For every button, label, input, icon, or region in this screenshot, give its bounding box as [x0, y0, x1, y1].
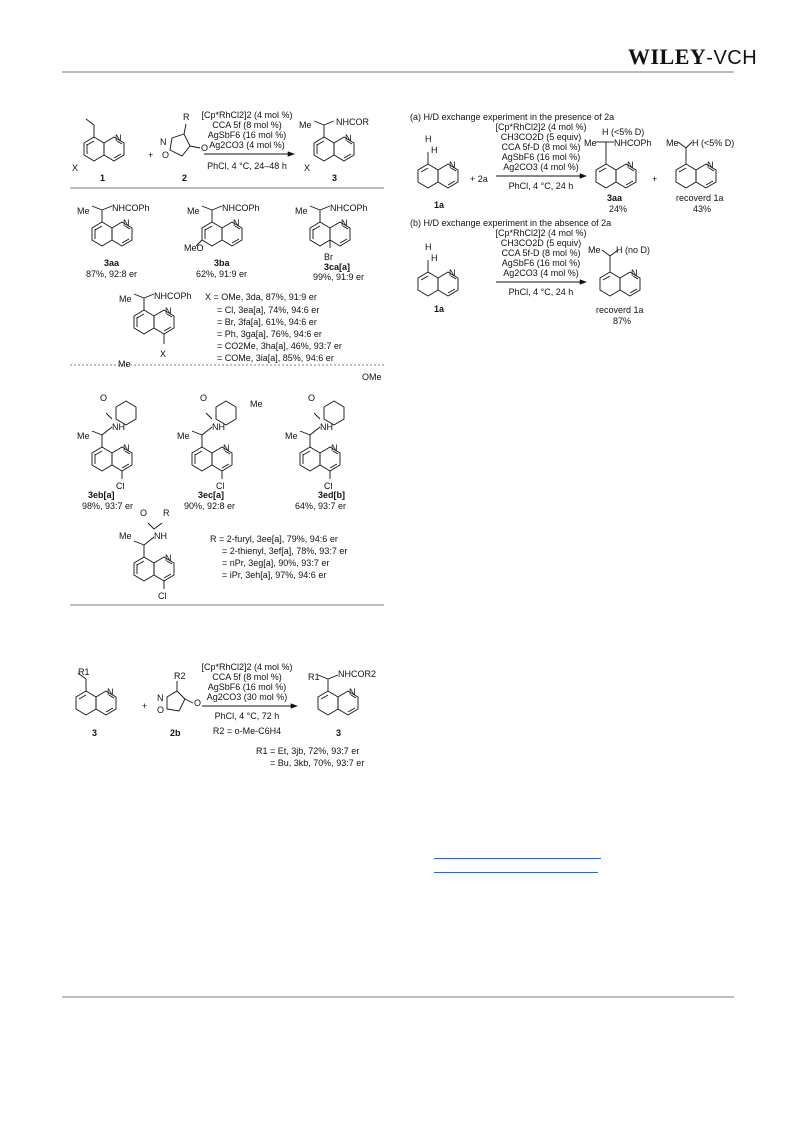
product-label: 3 — [332, 173, 338, 183]
entry-3eb-nh: NH — [112, 422, 125, 432]
svg-text:N: N — [345, 133, 352, 143]
entry-3ca-me: Me — [295, 206, 308, 216]
scheme-hd-exchange — [408, 108, 738, 338]
scheme-r1-variation — [62, 655, 392, 775]
entry-3eb-label: 3eb[a] — [88, 490, 115, 500]
s3-product-group: NHCOR2 — [338, 669, 377, 679]
svg-text:O: O — [162, 150, 170, 160]
s1-cond-1: CCA 5f (8 mol %) — [212, 120, 282, 130]
svg-text:N: N — [341, 218, 348, 228]
hd-b-cond-0: [Cp*RhCl2]2 (4 mol %) — [495, 228, 587, 238]
hd-a-prod2-yield: 43% — [693, 204, 712, 214]
entry-3ed-cl: Cl — [324, 481, 333, 491]
hd-title-b: (b) H/D exchange experiment in the absence of 2a — [410, 218, 612, 228]
entry-3ec-label: 3ec[a] — [198, 490, 225, 500]
r-series-2: = nPr, 3eg[a], 90%, 93:7 er — [222, 558, 330, 568]
entry-3eb-yield: 98%, 93:7 er — [82, 501, 134, 511]
entry-3ca-yield: 99%, 91:9 er — [313, 272, 365, 282]
scheme2-svg — [408, 108, 738, 338]
s3-product-structure — [318, 675, 358, 715]
hd-b-cond-3: AgSbF6 (16 mol %) — [501, 258, 581, 268]
s3-product-r1: R1 — [308, 672, 320, 682]
hd-a-solvent: PhCl, 4 °C, 24 h — [508, 181, 574, 191]
entry-3aa-yield: 87%, 92:8 er — [86, 269, 138, 279]
hd-a-prod1-h: H (<5% D) — [602, 127, 645, 137]
hd-a-cond-3: AgSbF6 (16 mol %) — [501, 152, 581, 162]
entry-3ca-sub: Br — [324, 252, 333, 262]
svg-text:N: N — [165, 553, 172, 563]
hd-b-prod-label: recoverd 1a — [596, 305, 644, 315]
hd-a-start-label: 1a — [434, 200, 445, 210]
hd-a-cond-0: [Cp*RhCl2]2 (4 mol %) — [495, 122, 587, 132]
entry-3ed-me: Me — [285, 431, 298, 441]
product-me: Me — [299, 120, 312, 130]
s3-reactant-structure — [76, 673, 116, 715]
s1-cond-2: AgSbF6 (16 mol %) — [207, 130, 287, 140]
hd-b-cond-2: CCA 5f-D (8 mol %) — [501, 248, 581, 258]
header-rule — [62, 71, 734, 73]
hd-a-prod2-me: Me — [666, 138, 679, 148]
s3-result-1: = Bu, 3kb, 70%, 93:7 er — [270, 758, 365, 768]
entry-3ba-yield: 62%, 91:9 er — [196, 269, 248, 279]
entry-3ca-group: NHCOPh — [330, 203, 368, 213]
svg-text:O: O — [194, 698, 202, 708]
scheme1-svg — [62, 108, 392, 608]
s3-cond-1: CCA 5f (8 mol %) — [212, 672, 282, 682]
entry-3eb-o: O — [100, 393, 108, 403]
r-series-me: Me — [119, 531, 132, 541]
entry-3ed-o: O — [308, 393, 316, 403]
footer-rule — [62, 996, 734, 998]
s3-r2: R2 — [174, 671, 186, 681]
r-series-1: = 2-thienyl, 3ef[a], 78%, 93:7 er — [222, 546, 348, 556]
entry-3aa-label: 3aa — [104, 258, 120, 268]
hd-a-recovered-1a — [676, 142, 716, 188]
svg-text:N: N — [123, 443, 130, 453]
hd-title-a: (a) H/D exchange experiment in the presence of 2a — [410, 112, 615, 122]
svg-text:N: N — [160, 137, 167, 147]
svg-text:N: N — [449, 160, 456, 170]
hd-a-product-3aa — [596, 142, 636, 188]
entry-3ed-label: 3ed[b] — [318, 490, 345, 500]
product-3-structure — [314, 121, 354, 161]
s3-cond-0: [Cp*RhCl2]2 (4 mol %) — [201, 662, 293, 672]
product-x: X — [304, 163, 311, 173]
hd-b-cond-1: CH3CO2D (5 equiv) — [500, 238, 582, 248]
entry-3eb — [92, 401, 136, 479]
scheme3-svg — [62, 655, 392, 775]
logo-bold-text: WILEY — [628, 44, 707, 69]
entry-3eb-me: Me — [77, 431, 90, 441]
s1-solvent: PhCl, 4 °C, 24–48 h — [207, 161, 287, 171]
entry-3ec-me: Me — [177, 431, 190, 441]
r-series-r: R — [163, 508, 170, 518]
x-series-4: = CO2Me, 3ha[a], 46%, 93:7 er — [217, 341, 342, 351]
hd-b-cond-4: Ag2CO3 (4 mol %) — [503, 268, 579, 278]
x-series-structure — [134, 294, 174, 344]
x-series-0: X = OMe, 3da, 87%, 91:9 er — [205, 292, 317, 302]
hd-b-h2: H — [431, 253, 438, 263]
entry-3ec-nh: NH — [212, 422, 225, 432]
scheme-substrate-scope — [62, 108, 392, 608]
s3-result-0: R1 = Et, 3jb, 72%, 93:7 er — [256, 746, 360, 756]
hd-a-cond-4: Ag2CO3 (4 mol %) — [503, 162, 579, 172]
hd-a-cond-2: CCA 5f-D (8 mol %) — [501, 142, 581, 152]
svg-text:N: N — [123, 218, 130, 228]
svg-text:O: O — [157, 705, 165, 715]
x-series-1: = Cl, 3ea[a], 74%, 94:6 er — [217, 305, 320, 315]
s1-cond-3: Ag2CO3 (4 mol %) — [209, 140, 285, 150]
entry-3ba-label: 3ba — [214, 258, 230, 268]
svg-text:N: N — [107, 687, 114, 697]
product-group: NHCOR — [336, 117, 369, 127]
r-series-0: R = 2-furyl, 3ee[a], 79%, 94:6 er — [210, 534, 338, 544]
s3-reagent-structure — [157, 681, 201, 715]
hd-a-h1: H — [425, 134, 432, 144]
r-series-nh: NH — [154, 531, 167, 541]
r-series-3: = iPr, 3eh[a], 97%, 94:6 er — [222, 570, 327, 580]
entry-3ed — [300, 401, 344, 479]
entry-3ba-group: NHCOPh — [222, 203, 260, 213]
s1-cond-0: [Cp*RhCl2]2 (4 mol %) — [201, 110, 293, 120]
hyperlink-underline-2[interactable] — [434, 872, 598, 873]
entry-3ed-yield: 64%, 93:7 er — [295, 501, 347, 511]
hd-b-start-structure — [418, 260, 458, 296]
entry-3eb-sub: Me — [118, 359, 131, 369]
svg-text:N: N — [631, 268, 638, 278]
svg-text:N: N — [331, 443, 338, 453]
s3-r1: R1 — [78, 667, 90, 677]
entry-3ca-label: 3ca[a] — [324, 262, 351, 272]
hyperlink-underline-1[interactable] — [434, 858, 601, 859]
svg-text:N: N — [157, 693, 164, 703]
r-series-cl: Cl — [158, 591, 167, 601]
hd-b-prod-yield: 87% — [613, 316, 632, 326]
entry-3ec-sub: Me — [250, 399, 263, 409]
reactant-1-structure — [84, 119, 124, 161]
svg-text:N: N — [165, 306, 172, 316]
reactant-2-label: 2 — [182, 173, 188, 183]
entry-3ba-me: Me — [187, 206, 200, 216]
svg-text:N: N — [233, 218, 240, 228]
hd-b-recovered-1a — [600, 250, 640, 296]
entry-3aa-group: NHCOPh — [112, 203, 150, 213]
hd-b-h1: H — [425, 242, 432, 252]
svg-text:N: N — [627, 160, 634, 170]
s3-cond-3: Ag2CO3 (30 mol %) — [206, 692, 288, 702]
reactant-2-structure — [160, 124, 208, 160]
logo-light-text: -VCH — [706, 47, 758, 69]
svg-text:N: N — [449, 268, 456, 278]
plus-sign: + — [148, 150, 154, 160]
svg-text:O: O — [201, 143, 209, 153]
s3-reagent-label: 2b — [170, 728, 181, 738]
svg-text:N: N — [349, 687, 356, 697]
x-series-5: = COMe, 3ia[a], 85%, 94:6 er — [217, 353, 334, 363]
svg-text:N: N — [707, 160, 714, 170]
hd-b-prod-h: H (no D) — [616, 245, 651, 255]
reactant-2-r: R — [183, 112, 190, 122]
hd-a-prod1-label: 3aa — [607, 193, 623, 203]
x-series-x: X — [160, 349, 167, 359]
svg-text:N: N — [223, 443, 230, 453]
hd-b-start-label: 1a — [434, 304, 445, 314]
hd-a-prod1-group: NHCOPh — [614, 138, 652, 148]
hd-a-start-structure — [418, 152, 458, 188]
x-series-2: = Br, 3fa[a], 61%, 94:6 er — [217, 317, 317, 327]
hd-b-solvent: PhCl, 4 °C, 24 h — [508, 287, 574, 297]
hd-b-prod-me: Me — [588, 245, 601, 255]
hd-a-cond-1: CH3CO2D (5 equiv) — [500, 132, 582, 142]
hd-a-prod2-label: recoverd 1a — [676, 193, 724, 203]
entry-3ba-sub: MeO — [184, 243, 204, 253]
reactant-1-label: 1 — [100, 173, 106, 183]
s3-r2-def: R2 = o-Me-C6H4 — [212, 726, 282, 736]
entry-3ec — [192, 401, 236, 479]
s3-product-label: 3 — [336, 728, 342, 738]
hd-a-prod1-yield: 24% — [609, 204, 628, 214]
entry-3eb-cl: Cl — [116, 481, 125, 491]
x-series-group: NHCOPh — [154, 291, 192, 301]
s3-reactant-label: 3 — [92, 728, 98, 738]
hd-a-plus: + — [652, 174, 658, 184]
hd-a-plus-2a: + 2a — [470, 174, 488, 184]
entry-3aa-me: Me — [77, 206, 90, 216]
reactant-1-x: X — [72, 163, 79, 173]
entry-3ed-nh: NH — [320, 422, 333, 432]
hd-a-h2: H — [431, 145, 438, 155]
entry-3ec-yield: 90%, 92:8 er — [184, 501, 236, 511]
wiley-vch-logo — [628, 44, 757, 70]
s3-solvent: PhCl, 4 °C, 72 h — [214, 711, 280, 721]
r-series-o: O — [140, 508, 148, 518]
entry-3ec-o: O — [200, 393, 208, 403]
svg-text:N: N — [115, 133, 122, 143]
entry-3ed-sub: OMe — [362, 372, 382, 382]
hd-a-prod1-me: Me — [584, 138, 597, 148]
entry-3ec-cl: Cl — [216, 481, 225, 491]
x-series-me: Me — [119, 294, 132, 304]
s3-cond-2: AgSbF6 (16 mol %) — [207, 682, 287, 692]
s3-plus: + — [142, 701, 148, 711]
x-series-3: = Ph, 3ga[a], 76%, 94:6 er — [217, 329, 322, 339]
hd-a-prod2-h: H (<5% D) — [692, 138, 735, 148]
